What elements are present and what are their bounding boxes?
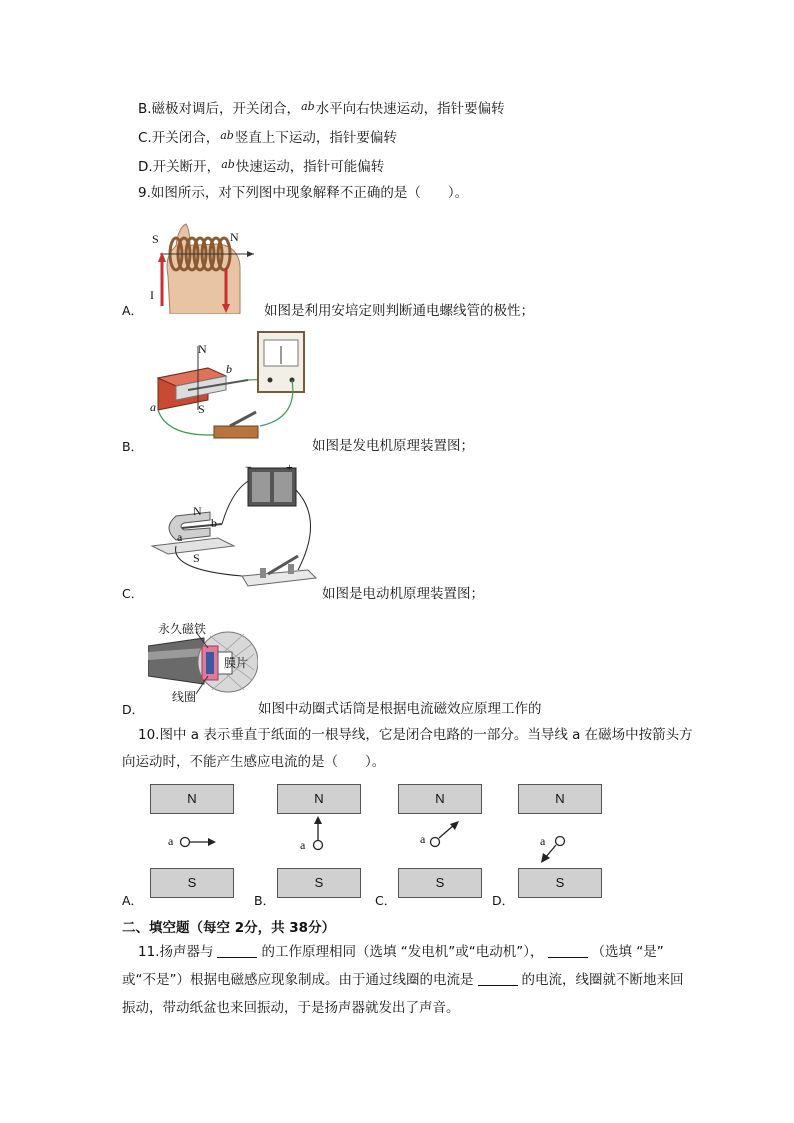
q11-text: 的电流，线圈就不断地来回 xyxy=(521,972,684,988)
option-d-line xyxy=(138,156,384,176)
magnet-s-block: S xyxy=(277,868,361,898)
magnet-s-block: S xyxy=(150,868,234,898)
wire-a-label: a xyxy=(420,832,426,846)
motion-arrow-down-left xyxy=(538,832,570,866)
right-hand-solenoid-figure xyxy=(148,216,258,314)
q9-option-d-caption: 如图中动圈式话筒是根据电流磁效应原理工作的 xyxy=(258,701,542,717)
generator-setup-figure xyxy=(148,328,308,440)
magnet-n-label: N xyxy=(198,342,207,356)
magnet-s-label: S xyxy=(193,551,200,565)
q11-text: 11.扬声器与 xyxy=(138,944,214,960)
magnet-s-label: S xyxy=(198,402,205,416)
wire-a-label: a xyxy=(168,834,174,848)
solenoid-s-label: S xyxy=(152,232,159,246)
permanent-magnet-label: 永久磁铁 xyxy=(158,622,207,636)
question-10-line1: 10.图中 a 表示垂直于纸面的一根导线，它是闭合电路的一部分。当导线 a 在磁场中按箭头方 xyxy=(138,727,693,743)
magnet-s-block: S xyxy=(398,868,482,898)
battery-minus-label: − xyxy=(245,460,252,474)
section-2-heading: 二、填空题（每空 2分，共 38分） xyxy=(122,920,336,936)
magnet-n-block: N xyxy=(277,784,361,814)
wire-a-label: a xyxy=(300,838,306,852)
magnet-n-block: N xyxy=(398,784,482,814)
q9-option-a-letter: A． xyxy=(122,303,144,318)
q11-text: 的工作原理相同（选填 “发电机”或“电动机”）， xyxy=(261,944,544,960)
question-9: 9.如图所示，对下列图中现象解释不正确的是（ ）。 xyxy=(138,185,469,201)
q11-text: （选填 “是” xyxy=(591,944,664,960)
motion-arrow-up xyxy=(308,814,328,854)
wire-end-b-label: b xyxy=(211,516,217,530)
question-10-line2: 向运动时，不能产生感应电流的是（ ）。 xyxy=(122,754,386,770)
wire-end-b-label: b xyxy=(226,362,232,376)
q9-option-b-letter: B． xyxy=(122,439,144,454)
q11-text: 或“不是”）根据电磁感应现象制成。由于通过线圈的电流是 xyxy=(122,972,474,988)
wire-ab-label: ab xyxy=(221,158,235,171)
wire-end-a-label: a xyxy=(177,530,183,544)
q9-option-c-caption: 如图是电动机原理装置图； xyxy=(322,586,484,602)
wire-end-a-label: a xyxy=(150,400,156,414)
q9-option-b-caption: 如图是发电机原理装置图； xyxy=(312,438,474,454)
q9-option-c-letter: C． xyxy=(122,586,144,601)
question-11-line1 xyxy=(138,943,664,961)
q9-option-d-letter: D． xyxy=(122,702,145,717)
motion-arrow-right xyxy=(178,832,218,852)
answer-blank[interactable] xyxy=(548,944,588,958)
q10-option-c-letter: C． xyxy=(375,893,397,908)
q10-option-a-letter: A． xyxy=(122,893,144,908)
diaphragm-label: 膜片 xyxy=(224,656,249,670)
magnet-n-label: N xyxy=(193,504,202,518)
coil-label: 线圈 xyxy=(172,690,197,704)
q10-option-b-letter: B． xyxy=(254,893,276,908)
magnet-n-block: N xyxy=(518,784,602,814)
q10-option-d-letter: D． xyxy=(492,893,515,908)
option-c-line xyxy=(138,127,397,147)
option-c-text: C.开关闭合， xyxy=(138,130,220,146)
option-b-text: B.磁极对调后，开关闭合， xyxy=(138,101,301,117)
option-d-text: D.开关断开， xyxy=(138,159,221,175)
option-d-text-end: 快速运动，指针可能偏转 xyxy=(235,159,385,175)
q9-option-a-caption: 如图是利用安培定则判断通电螺线管的极性； xyxy=(264,303,534,319)
wire-a-label: a xyxy=(540,834,546,848)
motor-setup-figure xyxy=(148,460,322,594)
solenoid-n-label: N xyxy=(230,230,239,244)
wire-ab-label: ab xyxy=(301,100,315,113)
option-b-line xyxy=(138,98,505,118)
current-i-label: I xyxy=(150,288,154,302)
option-c-text-end: 竖直上下运动，指针要偏转 xyxy=(234,130,397,146)
battery-plus-label: + xyxy=(286,460,293,474)
motion-arrow-up-right xyxy=(428,818,462,850)
question-11-line2 xyxy=(122,971,684,989)
wire-ab-label: ab xyxy=(220,129,234,142)
magnet-s-block: S xyxy=(518,868,602,898)
answer-blank[interactable] xyxy=(217,944,257,958)
option-b-text-end: 水平向右快速运动，指针要偏转 xyxy=(315,101,505,117)
question-11-line3: 振动，带动纸盆也来回振动，于是扬声器就发出了声音。 xyxy=(122,1000,460,1016)
answer-blank[interactable] xyxy=(478,972,518,986)
magnet-n-block: N xyxy=(150,784,234,814)
